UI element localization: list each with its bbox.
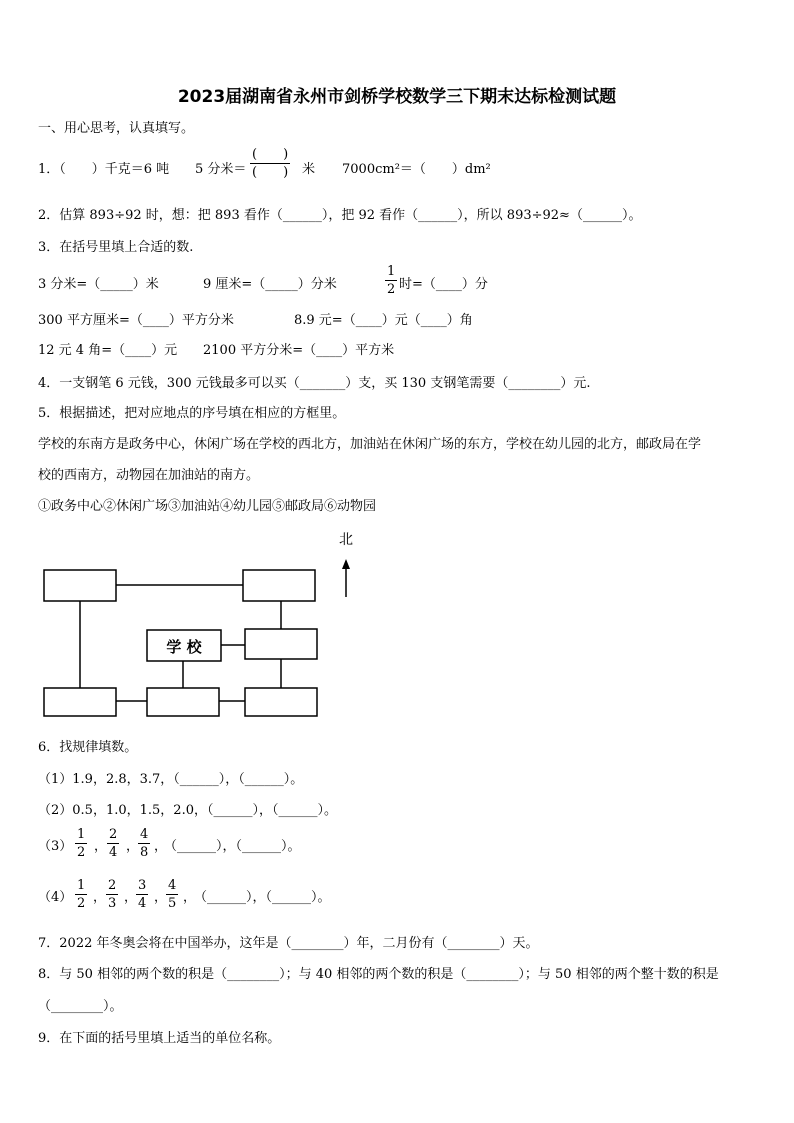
q2: 2．估算 893÷92 时，想：把 893 看作（______），把 92 看作（______），所以 893÷92≈（______）。 [38,208,642,223]
fraction-denominator: 2 [77,896,86,911]
q8-line1: 8．与 50 相邻的两个数的积是（________）；与 40 相邻的两个数的积是（________）；与 50 相邻的两个整十数的积是 [38,967,719,982]
fraction-numerator: 2 [108,878,117,893]
fraction-numerator: 4 [168,878,177,893]
q9: 9．在下面的括号里填上适当的单位名称。 [38,1031,281,1046]
box-southeast[interactable] [245,688,317,716]
q3-r3b: 2100 平方分米=（____）平方米 [203,343,395,358]
q3-r1c: 时=（____）分 [399,277,488,292]
fraction-numerator: 4 [140,827,149,842]
q7: 7．2022 年冬奥会将在中国举办，这年是（________）年，二月份有（________）天。 [38,936,539,951]
fraction-numerator: 1 [77,827,86,842]
fraction-bar [250,163,290,164]
q6-p3-fraction [107,828,119,859]
q1-fraction-denominator: ( ) [252,165,289,180]
q3-half-fraction [385,265,397,296]
fraction-numerator: 2 [109,827,118,842]
box-northwest[interactable] [44,570,116,601]
comma: ， [154,890,168,905]
q8-line2: （________）。 [38,999,123,1014]
q4: 4．一支钢笔 6 元钱，300 元钱最多可以买（_______）支，买 130 支钢笔需要（________）元. [38,376,591,391]
fraction-bar [106,894,118,895]
comma: ， [93,890,107,905]
q1-part-a: 1．（ ）千克＝6 吨 [38,162,170,177]
comma: ， [126,839,140,854]
fraction-bar [75,843,87,844]
q5-title: 5．根据描述，把对应地点的序号填在相应的方框里。 [38,406,346,421]
box-east[interactable] [245,629,317,659]
fraction-numerator: 1 [77,878,86,893]
q6-p4-tail: （______），（______）。 [194,890,331,905]
north-label: 北 [339,532,353,548]
q3-r1b: 9 厘米=（_____）分米 [203,277,337,292]
box-northeast[interactable] [243,570,315,601]
q6-p4-fraction [136,879,148,910]
fraction-numerator: 3 [138,878,147,893]
page-title: 2023届湖南省永州市剑桥学校数学三下期末达标检测试题 [177,87,617,107]
q6-p3-fraction [138,828,150,859]
fraction-denominator: 3 [108,896,117,911]
fraction-denominator: 4 [138,896,147,911]
section-heading: 一、用心思考，认真填写。 [38,121,195,136]
q6-p4-fraction [106,879,118,910]
fraction-bar [75,894,87,895]
q6-p1: （1）1.9，2.8，3.7，（______），（______）。 [38,772,304,787]
fraction-bar [385,280,397,281]
fraction-bar [166,894,178,895]
q3-r1a: 3 分米=（_____）米 [38,277,159,292]
q3-r3a: 12 元 4 角=（____）元 [38,343,178,358]
q3-title: 3．在括号里填上合适的数. [38,240,194,255]
comma: ， [94,839,108,854]
q1-fraction [250,148,290,179]
box-south[interactable] [147,688,219,716]
box-southwest[interactable] [44,688,116,716]
q6-title: 6．找规律填数。 [38,740,138,755]
q6-p4-fraction [75,879,87,910]
fraction-bar [107,843,119,844]
q1-part-b-suffix: 米 [302,162,316,177]
q5-line1: 学校的东南方是政务中心，休闲广场在学校的西北方，加油站在休闲广场的东方，学校在幼儿园的北方，邮政局在学 [38,437,702,452]
fraction-bar [136,894,148,895]
q6-p3-tail: （______），（______）。 [164,839,301,854]
q6-p4-fraction [166,879,178,910]
fraction-numerator: 1 [387,264,396,279]
q1-part-b-prefix: 5 分米＝ [195,162,247,177]
q1-fraction-numerator: ( ) [252,147,289,162]
q6-p3-label: （3） [38,839,73,854]
school-label: 学 校 [166,638,202,656]
fraction-denominator: 8 [140,845,149,860]
comma: ， [124,890,138,905]
school-box [147,630,221,661]
q1-part-c: 7000cm²＝（ ）dm² [342,162,491,177]
fraction-denominator: 4 [109,845,118,860]
fraction-bar [138,843,150,844]
comma: ， [183,890,197,905]
q5-options: ①政务中心②休闲广场③加油站④幼儿园⑤邮政局⑥动物园 [38,499,377,514]
fraction-denominator: 2 [387,282,396,297]
north-arrow-head [342,559,350,569]
q6-p2: （2）0.5，1.0，1.5，2.0，（______），（______）。 [38,803,337,818]
q6-p4-label: （4） [38,890,73,905]
q3-r2a: 300 平方厘米=（____）平方分米 [38,313,234,328]
q3-r2b: 8.9 元=（____）元（____）角 [294,313,473,328]
fraction-denominator: 5 [168,896,177,911]
comma: ， [154,839,168,854]
q5-line2: 校的西南方，动物园在加油站的南方。 [38,468,260,483]
q6-p3-fraction [75,828,87,859]
fraction-denominator: 2 [77,845,86,860]
